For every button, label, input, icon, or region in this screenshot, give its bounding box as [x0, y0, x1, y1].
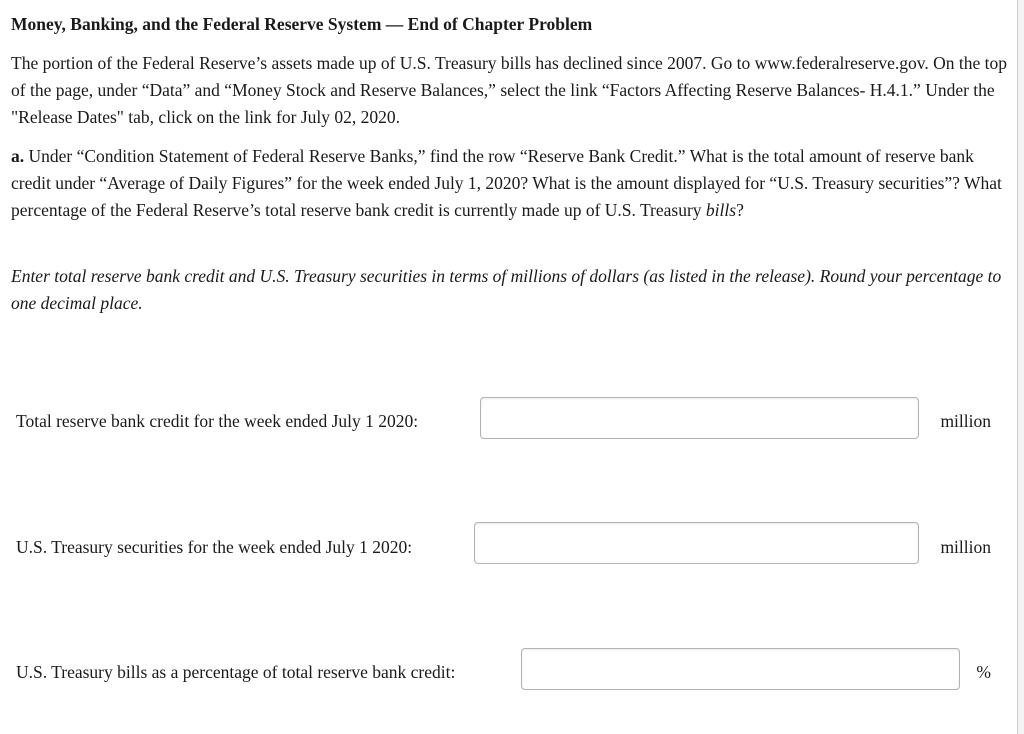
treasury-bills-percentage-input[interactable] [521, 648, 960, 690]
treasury-securities-unit: million [940, 537, 991, 557]
treasury-securities-input[interactable] [474, 522, 919, 564]
treasury-securities-label: U.S. Treasury securities for the week ended July 1 2020: [16, 537, 413, 557]
instructions-paragraph: Enter total reserve bank credit and U.S. Treasury securities in terms of millions of dollars (as listed in the release). Round your percentage to one decimal place. [11, 266, 1002, 313]
total-credit-unit: million [940, 411, 991, 431]
question-a-paragraph [11, 143, 1011, 224]
intro-paragraph: The portion of the Federal Reserve’s assets made up of U.S. Treasury bills has declined since 2007. Go to www.federalreserve.gov. On the top of the page, under “Data” and “Money Stock and Reserve Balances,” select the link “Factors Affecting Reserve Balances- H.4.1.” Under the "Release Dates" tab, click on the link for July 02, 2020. [11, 53, 1007, 127]
total-credit-input[interactable] [480, 397, 919, 439]
question-a-text: Under “Condition Statement of Federal Reserve Banks,” find the row “Reserve Bank Credit.” What is the total amount of reserve bank credit under “Average of Daily Figures” for the week ended July 1, 2020? What is the amount displayed for “U.S. Treasury securities”? What percentage of the Federal Reserve’s total reserve bank credit is currently made up of U.S. Treasury [11, 146, 1002, 220]
percent-unit: % [976, 662, 991, 682]
treasury-bills-percentage-label: U.S. Treasury bills as a percentage of total reserve bank credit: [16, 662, 456, 682]
total-credit-label: Total reserve bank credit for the week ended July 1 2020: [16, 411, 419, 431]
question-a-end: ? [736, 200, 744, 220]
question-a-marker: a. [11, 146, 25, 166]
problem-title: Money, Banking, and the Federal Reserve System — End of Chapter Problem [11, 14, 593, 34]
scrollbar[interactable] [1018, 0, 1024, 734]
question-a-italic-word: bills [705, 200, 737, 220]
